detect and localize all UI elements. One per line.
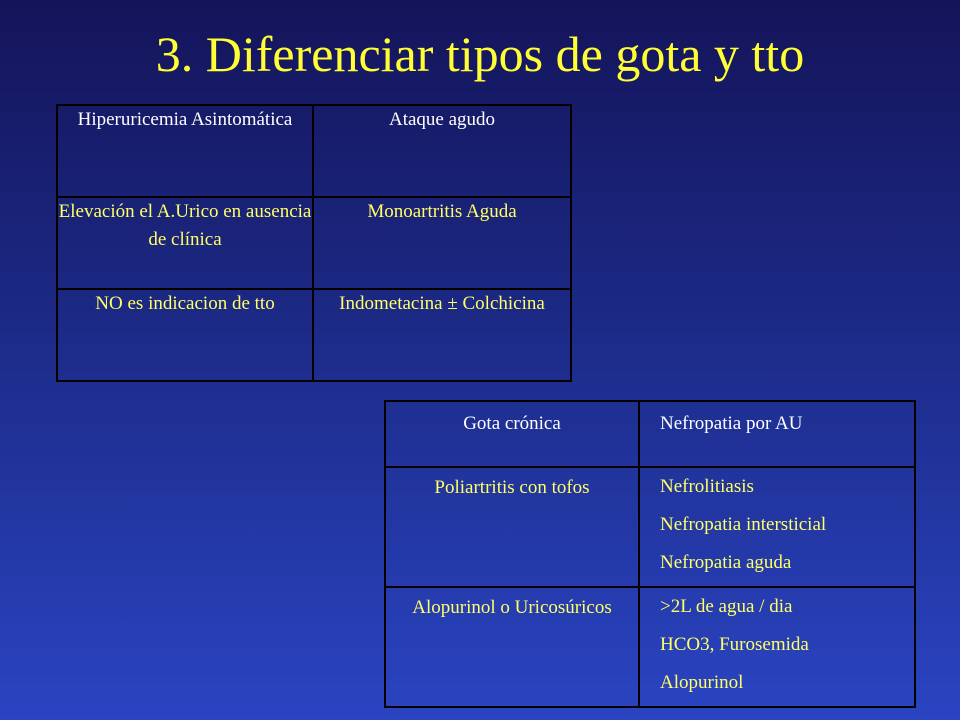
table-cell: NO es indicacion de tto bbox=[57, 289, 313, 381]
table-header-cell bbox=[385, 401, 639, 467]
table-cell: Elevación el A.Urico en ausencia de clínica bbox=[57, 197, 313, 289]
list-item: Alopurinol bbox=[660, 672, 744, 693]
table-cell: Monoartritis Aguda bbox=[313, 197, 571, 289]
table-cell: Indometacina ± Colchicina bbox=[313, 289, 571, 381]
table-row bbox=[57, 105, 571, 197]
table-row bbox=[385, 587, 915, 707]
table-row bbox=[57, 197, 571, 289]
cell-text: Alopurinol o Uricosúricos bbox=[412, 597, 612, 618]
list-item: HCO3, Furosemida bbox=[660, 634, 809, 655]
table-cell: Ataque agudo bbox=[313, 105, 571, 197]
header-label: Nefropatia por AU bbox=[660, 413, 803, 434]
table-row bbox=[385, 401, 915, 467]
chronic-gout-table bbox=[384, 400, 916, 708]
table-row bbox=[385, 467, 915, 587]
table-cell bbox=[385, 587, 639, 707]
table-row bbox=[57, 289, 571, 381]
table-cell: Hiperuricemia Asintomática bbox=[57, 105, 313, 197]
list-item: >2L de agua / dia bbox=[660, 596, 793, 617]
table-cell bbox=[639, 467, 915, 587]
cell-text: Poliartritis con tofos bbox=[434, 477, 590, 498]
slide-title: 3. Diferenciar tipos de gota y tto bbox=[155, 26, 805, 82]
table-cell bbox=[385, 467, 639, 587]
list-item: Nefropatia aguda bbox=[660, 552, 792, 573]
table-cell bbox=[639, 587, 915, 707]
table-header-cell bbox=[639, 401, 915, 467]
list-item: Nefrolitiasis bbox=[660, 476, 754, 497]
header-label: Gota crónica bbox=[463, 413, 561, 434]
gout-types-table bbox=[56, 104, 572, 382]
list-item: Nefropatia intersticial bbox=[660, 514, 827, 535]
